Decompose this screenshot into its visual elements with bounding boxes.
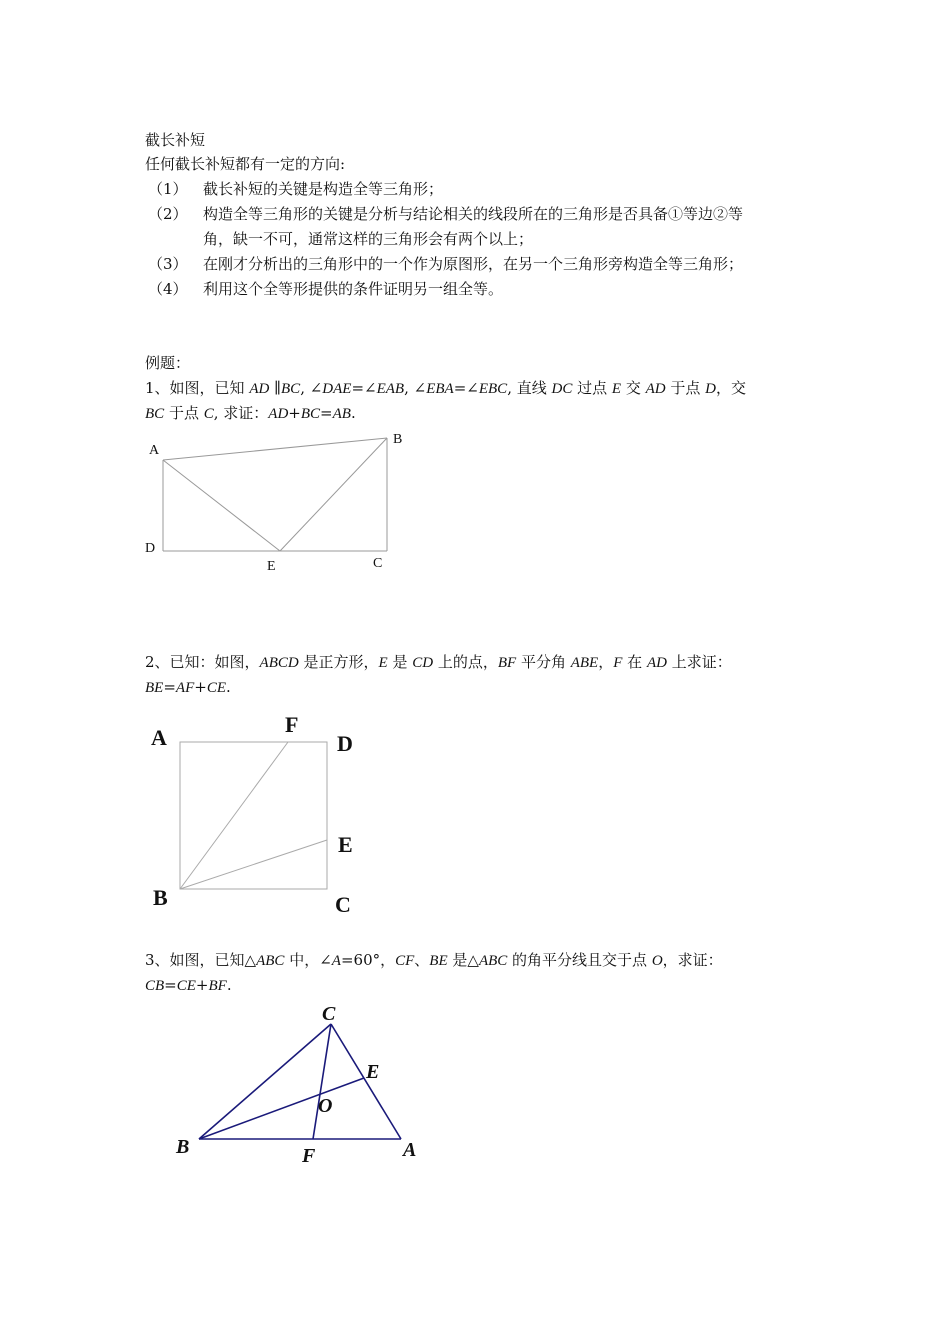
step-2-text-continued: 角，缺一不可，通常这样的三角形会有两个以上； [203, 230, 534, 248]
fig1-label-d: D [145, 541, 156, 556]
example-2-statement-line-1: 2、已知：如图，ABCD 是正方形，E 是 CD 上的点，BF 平分角 ABE，F 在 AD 上求证： [145, 653, 732, 671]
fig2-label-f: F [285, 712, 299, 737]
example-3-statement-line-2: CB=CE+BF. [145, 976, 232, 994]
fig2-label-c: C [335, 892, 351, 917]
fig1-label-c: C [373, 556, 383, 571]
fig1-segment-be [280, 438, 387, 551]
figure-2-diagram [180, 742, 327, 889]
step-2-number: （2） [148, 205, 188, 223]
step-4-text: 利用这个全等形提供的条件证明另一组全等。 [203, 280, 504, 298]
step-3-number: （3） [148, 255, 188, 273]
fig2-label-e: E [338, 832, 353, 857]
example-1-statement-line-1: 1、如图，已知 AD ∥BC, ∠DAE=∠EAB, ∠EBA=∠EBC, 直线 DC 过点 E 交 AD 于点 D，交 [145, 379, 747, 397]
fig2-segment-be [180, 840, 327, 889]
step-3-text: 在刚才分析出的三角形中的一个作为原图形，在另一个三角形旁构造全等三角形； [203, 255, 744, 273]
fig1-segment-ae [163, 460, 280, 551]
fig3-segment-cf [313, 1024, 331, 1139]
example-1-statement-line-2: BC 于点 C, 求证：AD+BC=AB. [145, 404, 356, 422]
fig3-segment-bc [199, 1024, 331, 1139]
fig2-label-b: B [153, 885, 168, 910]
fig3-label-o: O [318, 1095, 333, 1117]
step-2-text: 构造全等三角形的关键是分析与结论相关的线段所在的三角形是否具备①等边②等 [203, 205, 744, 223]
fig2-square-abcd [180, 742, 327, 889]
fig3-label-a: A [403, 1139, 417, 1161]
fig3-label-e: E [366, 1061, 380, 1083]
examples-heading: 例题： [145, 354, 191, 372]
fig2-label-a: A [151, 725, 167, 750]
fig1-segment-ab [163, 438, 387, 460]
fig1-label-b: B [393, 432, 403, 447]
fig2-segment-bf [180, 742, 288, 889]
step-1-text: 截长补短的关键是构造全等三角形； [203, 180, 444, 198]
fig3-label-c: C [322, 1003, 336, 1025]
fig3-label-f: F [302, 1145, 316, 1167]
step-1-number: （1） [148, 180, 188, 198]
fig3-label-b: B [176, 1136, 190, 1158]
fig1-label-e: E [267, 559, 276, 574]
fig3-segment-be [199, 1078, 364, 1139]
intro-text: 任何截长补短都有一定的方向: [145, 155, 346, 173]
example-2-statement-line-2: BE=AF+CE. [145, 678, 231, 696]
step-4-number: （4） [148, 280, 188, 298]
document-title: 截长补短 [145, 131, 206, 149]
fig1-label-a: A [149, 443, 160, 458]
figure-1-diagram [163, 438, 387, 551]
example-3-statement-line-1: 3、如图，已知△ABC 中，∠A=60°，CF、BE 是△ABC 的角平分线且交于点 O，求证： [145, 951, 723, 969]
fig2-label-d: D [337, 731, 353, 756]
